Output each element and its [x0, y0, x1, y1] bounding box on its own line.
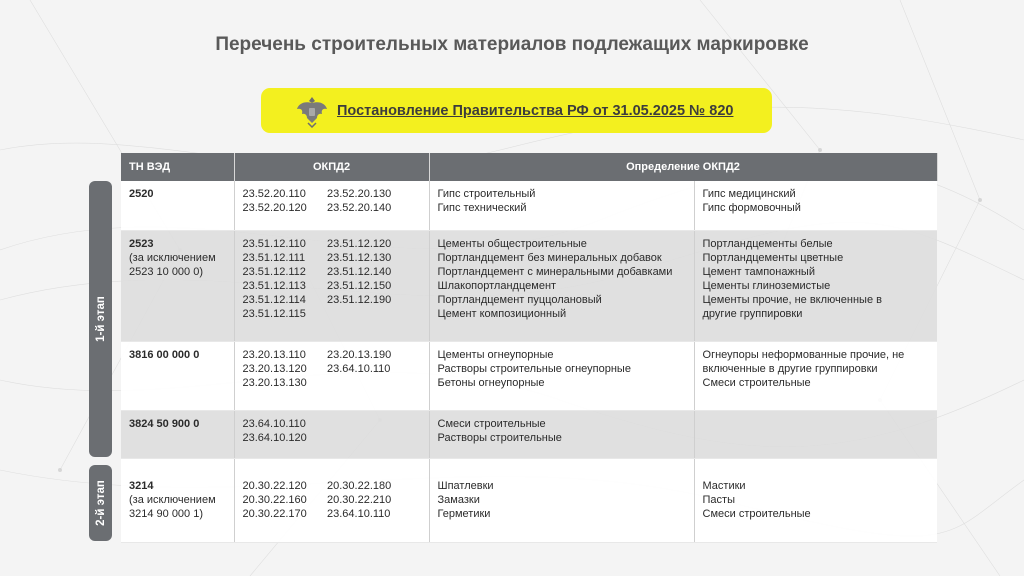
stage-2-text: 2-й этап [94, 480, 107, 526]
tn-code: 2520 [129, 188, 154, 200]
header-definition: Определение ОКПД2 [429, 153, 937, 181]
okpd-cell: 23.52.20.130 23.52.20.140 [319, 181, 429, 230]
definition-cell: Гипс медицинский Гипс формовочный [694, 181, 937, 230]
table-row [121, 341, 937, 410]
decree-banner[interactable] [261, 88, 772, 133]
definition-cell: Шпатлевки Замазки Герметики [429, 458, 694, 542]
table-row [121, 458, 937, 542]
tn-code: 3214 [129, 479, 154, 492]
stage-2-label [89, 465, 112, 541]
okpd-cell: 20.30.22.120 20.30.22.160 20.30.22.170 [234, 458, 319, 542]
tn-cell [121, 230, 234, 341]
okpd-cell: 20.30.22.180 20.30.22.210 23.64.10.110 [319, 458, 429, 542]
header-tn-ved: ТН ВЭД [121, 153, 234, 181]
definition-cell [694, 410, 937, 458]
definition-cell: Смеси строительные Растворы строительные [429, 410, 694, 458]
tn-code: 3816 00 000 0 [129, 348, 200, 361]
table-row [121, 230, 937, 341]
okpd-cell: 23.20.13.190 23.64.10.110 [319, 341, 429, 410]
tn-note: (за исключением 2523 10 000 0) [129, 251, 216, 278]
materials-table [121, 153, 938, 543]
page-title: Перечень строительных материалов подлежащих маркировке [215, 34, 809, 55]
tn-cell [121, 341, 234, 410]
coat-of-arms-icon [295, 93, 329, 129]
tn-cell [121, 181, 234, 230]
tn-note: (за исключением 3214 90 000 1) [129, 493, 216, 520]
table-row [121, 410, 937, 458]
decree-link[interactable]: Постановление Правительства РФ от 31.05.2025 № 820 [337, 102, 734, 119]
header-okpd2: ОКПД2 [234, 153, 429, 181]
stage-1-text: 1-й этап [94, 296, 107, 342]
definition-cell: Цементы огнеупорные Растворы строительные огнеупорные Бетоны огнеупорные [429, 341, 694, 410]
definition-cell: Огнеупоры неформованные прочие, не включенные в другие группировки Смеси строительные [694, 341, 937, 410]
okpd-cell: 23.51.12.110 23.51.12.111 23.51.12.112 23.51.12.113 23.51.12.114 23.51.12.115 [234, 230, 319, 341]
table-header-row [121, 153, 937, 181]
definition-cell: Цементы общестроительные Портландцемент без минеральных добавок Портландцемент с минеральными добавками Шлакопортландцемент Портландцемент пуццолановый Цемент композиционный [429, 230, 694, 341]
tn-cell [121, 410, 234, 458]
definition-cell: Мастики Пасты Смеси строительные [694, 458, 937, 542]
okpd-cell: 23.64.10.110 23.64.10.120 [234, 410, 319, 458]
tn-code: 2523 [129, 237, 154, 250]
tn-cell [121, 458, 234, 542]
stage-1-label [89, 181, 112, 457]
table-row [121, 181, 937, 230]
okpd-cell [319, 410, 429, 458]
okpd-cell: 23.52.20.110 23.52.20.120 [234, 181, 319, 230]
tn-code: 3824 50 900 0 [129, 417, 200, 430]
definition-cell: Портландцементы белые Портландцементы цветные Цемент тампонажный Цементы глиноземистые Цементы прочие, не включенные в другие группировки [694, 230, 937, 341]
okpd-cell: 23.51.12.120 23.51.12.130 23.51.12.140 23.51.12.150 23.51.12.190 [319, 230, 429, 341]
definition-cell: Гипс строительный Гипс технический [429, 181, 694, 230]
okpd-cell: 23.20.13.110 23.20.13.120 23.20.13.130 [234, 341, 319, 410]
